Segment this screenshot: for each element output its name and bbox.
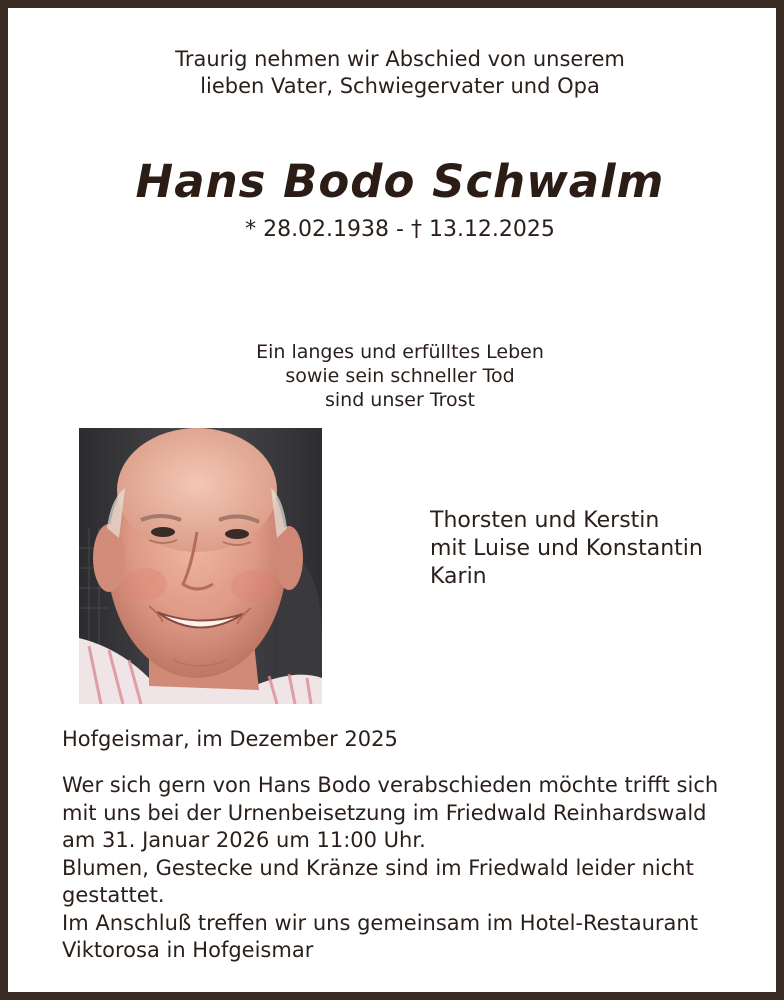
- family-line-3: Karin: [430, 564, 487, 589]
- quote-line-3: sind unser Trost: [324, 389, 476, 411]
- notice-line-6: Im Anschluß treffen wir uns gemeinsam im Hotel-Restaurant: [62, 910, 698, 935]
- family-members: [430, 507, 703, 591]
- notice-line-5: gestattet.: [62, 883, 165, 907]
- family-line-1: Thorsten und Kerstin: [430, 508, 660, 533]
- life-dates: * 28.02.1938 - † 13.12.2025: [245, 217, 555, 242]
- quote-line-1: Ein langes und erfülltes Leben: [256, 341, 544, 363]
- quote-line-2: sowie sein schneller Tod: [285, 365, 515, 387]
- portrait-photo: [79, 428, 322, 704]
- notice-line-2: mit uns bei der Urnenbeisetzung im Friedwald Reinhardswald: [62, 800, 707, 825]
- place-and-date: Hofgeismar, im Dezember 2025: [62, 727, 398, 751]
- notice-line-4: Blumen, Gestecke und Kränze sind im Friedwald leider nicht: [62, 855, 694, 880]
- notice-line-7: Viktorosa in Hofgeismar: [62, 938, 314, 962]
- deceased-name: Hans Bodo Schwalm: [135, 155, 665, 208]
- memorial-quote: [16, 340, 784, 412]
- notice-line-1: Wer sich gern von Hans Bodo verabschieden möchte trifft sich: [62, 773, 719, 797]
- intro-line-1: Traurig nehmen wir Abschied von unserem: [175, 47, 625, 71]
- intro-line-2: lieben Vater, Schwiegervater und Opa: [200, 74, 600, 98]
- intro-text: [16, 46, 784, 100]
- family-line-2: mit Luise und Konstantin: [430, 536, 703, 561]
- funeral-notice-text: [62, 772, 762, 965]
- notice-line-3: am 31. Januar 2026 um 11:00 Uhr.: [62, 828, 426, 852]
